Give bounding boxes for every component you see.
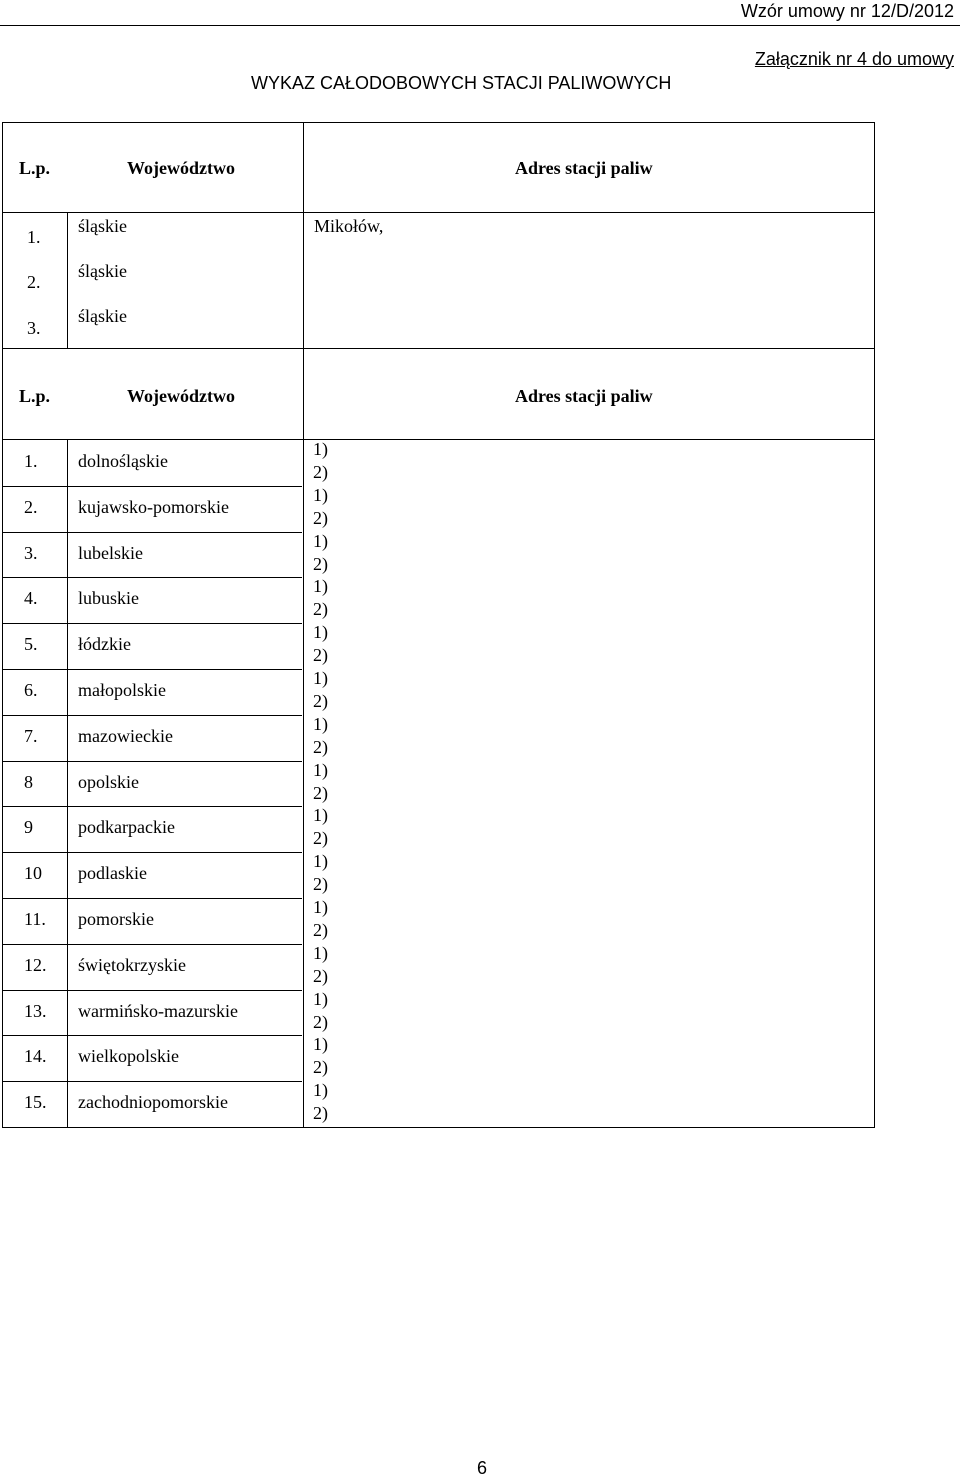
header-lp: L.p. — [19, 386, 51, 406]
row-lp: 4. — [24, 588, 38, 608]
row-wojewodztwo: opolskie — [78, 772, 139, 792]
row-lp: 2. — [27, 272, 41, 292]
header-wojewodztwo: Województwo — [127, 158, 235, 178]
row-divider — [3, 486, 302, 487]
row-wojewodztwo: mazowieckie — [78, 726, 173, 746]
row-wojewodztwo: śląskie — [78, 261, 127, 281]
row-divider — [3, 990, 302, 991]
address-line-1: 1) — [313, 714, 328, 734]
row-wojewodztwo: śląskie — [78, 306, 127, 326]
row-divider — [3, 715, 302, 716]
row-divider — [3, 898, 302, 899]
row-divider — [3, 439, 874, 440]
column-divider — [303, 349, 304, 1127]
row-lp: 9 — [24, 817, 33, 837]
row-lp: 6. — [24, 680, 38, 700]
address-line-1: 1) — [313, 851, 328, 871]
address-line-2: 2) — [313, 828, 328, 848]
address-line-1: 1) — [313, 760, 328, 780]
row-divider — [3, 761, 302, 762]
row-lp: 5. — [24, 634, 38, 654]
document-title: WYKAZ CAŁODOBOWYCH STACJI PALIWOWYCH — [251, 73, 672, 93]
row-lp: 1. — [24, 451, 38, 471]
row-lp: 8 — [24, 772, 33, 792]
row-lp: 15. — [24, 1092, 47, 1112]
row-lp: 3. — [27, 318, 41, 338]
address-line-2: 2) — [313, 966, 328, 986]
address-line-2: 2) — [313, 1057, 328, 1077]
address-line-1: 1) — [313, 531, 328, 551]
address-line-1: 1) — [313, 1080, 328, 1100]
address-line-1: 1) — [313, 1034, 328, 1054]
header-wojewodztwo: Województwo — [127, 386, 235, 406]
address-line-1: 1) — [313, 622, 328, 642]
row-wojewodztwo: małopolskie — [78, 680, 166, 700]
row-divider — [3, 577, 302, 578]
address-line-1: 1) — [313, 576, 328, 596]
row-divider — [3, 944, 302, 945]
address-line-2: 2) — [313, 462, 328, 482]
row-wojewodztwo: łódzkie — [78, 634, 131, 654]
row-divider — [3, 1081, 302, 1082]
row-divider — [3, 532, 302, 533]
row-wojewodztwo: warmińsko-mazurskie — [78, 1001, 238, 1021]
header-adres: Adres stacji paliw — [515, 158, 653, 178]
column-divider — [67, 213, 68, 348]
row-lp: 3. — [24, 543, 38, 563]
address-line-1: 1) — [313, 805, 328, 825]
row-lp: 13. — [24, 1001, 47, 1021]
address-line-1: 1) — [313, 897, 328, 917]
row-divider — [3, 212, 874, 213]
column-divider — [303, 123, 304, 348]
address-line-2: 2) — [313, 508, 328, 528]
row-lp: 12. — [24, 955, 47, 975]
row-divider — [3, 852, 302, 853]
row-divider — [3, 806, 302, 807]
row-wojewodztwo: pomorskie — [78, 909, 154, 929]
document-reference: Wzór umowy nr 12/D/2012 — [740, 1, 954, 21]
column-divider — [67, 440, 68, 1127]
row-wojewodztwo: kujawsko-pomorskie — [78, 497, 229, 517]
page-number: 6 — [477, 1458, 488, 1478]
row-wojewodztwo: wielkopolskie — [78, 1046, 179, 1066]
row-wojewodztwo: podkarpackie — [78, 817, 175, 837]
address-line-2: 2) — [313, 554, 328, 574]
row-wojewodztwo: świętokrzyskie — [78, 955, 186, 975]
address-line-2: 2) — [313, 783, 328, 803]
address-line-2: 2) — [313, 645, 328, 665]
header-rule — [0, 25, 960, 26]
stations-table-voivodeships — [2, 348, 875, 1128]
address-line-1: 1) — [313, 439, 328, 459]
row-wojewodztwo: lubuskie — [78, 588, 139, 608]
address-line-1: 1) — [313, 943, 328, 963]
row-lp: 2. — [24, 497, 38, 517]
address-line-2: 2) — [313, 1103, 328, 1123]
row-wojewodztwo: podlaskie — [78, 863, 147, 883]
address-line-2: 2) — [313, 920, 328, 940]
row-lp: 14. — [24, 1046, 47, 1066]
header-lp: L.p. — [19, 158, 51, 178]
row-wojewodztwo: śląskie — [78, 216, 127, 236]
address-line-2: 2) — [313, 874, 328, 894]
row-lp: 7. — [24, 726, 38, 746]
address-line-2: 2) — [313, 599, 328, 619]
row-wojewodztwo: zachodniopomorskie — [78, 1092, 228, 1112]
address-line-1: 1) — [313, 485, 328, 505]
row-wojewodztwo: lubelskie — [78, 543, 143, 563]
address-line-2: 2) — [313, 1012, 328, 1032]
row-divider — [3, 669, 302, 670]
row-lp: 11. — [24, 909, 46, 929]
header-adres: Adres stacji paliw — [515, 386, 653, 406]
row-address: Mikołów, — [314, 216, 384, 236]
stations-table-slaskie — [2, 122, 875, 349]
address-line-1: 1) — [313, 989, 328, 1009]
row-lp: 1. — [27, 227, 41, 247]
address-line-1: 1) — [313, 668, 328, 688]
address-line-2: 2) — [313, 691, 328, 711]
row-wojewodztwo: dolnośląskie — [78, 451, 168, 471]
row-divider — [3, 1035, 302, 1036]
address-line-2: 2) — [313, 737, 328, 757]
row-divider — [3, 623, 302, 624]
attachment-label: Załącznik nr 4 do umowy — [754, 49, 954, 69]
row-lp: 10 — [24, 863, 42, 883]
